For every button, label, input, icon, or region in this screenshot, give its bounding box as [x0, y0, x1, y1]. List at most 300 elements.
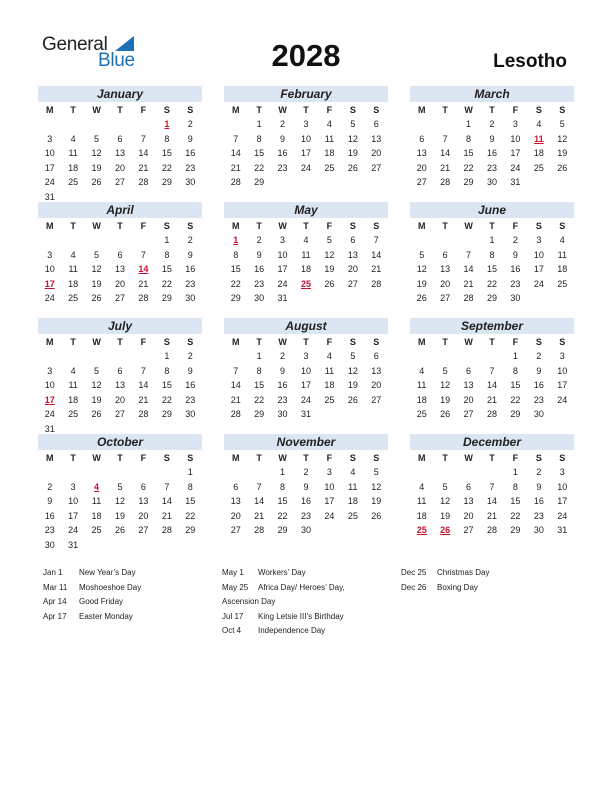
- day-cell: 16: [185, 380, 196, 390]
- day-cell: 7: [233, 365, 239, 376]
- day-cell: 30: [185, 293, 196, 303]
- day-cell: 19: [347, 148, 358, 158]
- day-cell: 28: [230, 409, 241, 419]
- day-cell: 18: [533, 148, 544, 158]
- day-cell: 21: [230, 394, 241, 405]
- weekday-label: F: [512, 105, 519, 115]
- day-cell: 19: [91, 278, 102, 289]
- day-cell: 18: [324, 380, 335, 390]
- day-cell: 29: [463, 177, 474, 187]
- day-cell: 15: [254, 380, 265, 390]
- day-cell: 10: [44, 264, 55, 274]
- holiday-date: Jul 17: [222, 611, 244, 621]
- day-cell: 17: [510, 148, 521, 158]
- holiday-day-cell: 26: [440, 525, 451, 535]
- day-cell: 16: [510, 264, 521, 274]
- day-cell: 10: [557, 481, 568, 492]
- day-cell: 10: [300, 133, 311, 144]
- day-cell: 12: [416, 264, 427, 274]
- weekday-label: F: [140, 337, 147, 347]
- day-cell: 27: [463, 409, 474, 419]
- empty-day-cell: [480, 465, 503, 480]
- empty-day-cell: [38, 117, 61, 132]
- weekday-label: F: [140, 221, 147, 231]
- day-cell: 11: [301, 249, 311, 260]
- day-cell: 28: [486, 409, 497, 419]
- day-cell: 23: [510, 278, 521, 289]
- day-cell: 10: [533, 249, 544, 260]
- day-cell: 29: [254, 177, 265, 187]
- weekday-label: S: [373, 337, 380, 347]
- weekday-label: W: [464, 453, 473, 463]
- day-cell: 24: [324, 510, 335, 521]
- day-cell: 25: [416, 409, 427, 419]
- month-title: March: [410, 86, 574, 102]
- day-cell: 8: [256, 365, 262, 376]
- weekday-label: T: [442, 453, 448, 463]
- day-cell: 20: [463, 394, 474, 405]
- empty-day-cell: [224, 349, 247, 364]
- day-cell: 9: [187, 365, 193, 376]
- day-cell: 7: [489, 481, 495, 492]
- weekday-label: S: [373, 453, 380, 463]
- day-cell: 19: [416, 278, 427, 289]
- day-cell: 12: [557, 133, 568, 144]
- holiday-date: Dec 26: [401, 582, 427, 592]
- weekday-label: M: [231, 337, 240, 347]
- weekday-label: M: [231, 105, 240, 115]
- weekday-label: S: [559, 453, 566, 463]
- empty-day-cell: [108, 117, 131, 132]
- empty-day-cell: [38, 465, 61, 480]
- empty-day-cell: [108, 233, 131, 248]
- day-cell: 6: [350, 235, 356, 245]
- day-cell: 26: [347, 394, 358, 405]
- holiday-name: Independence Day: [258, 626, 326, 635]
- weekday-label: S: [163, 105, 170, 115]
- day-cell: 16: [533, 380, 544, 390]
- day-cell: 26: [347, 162, 358, 173]
- weekday-label: S: [349, 337, 356, 347]
- day-cell: 16: [44, 510, 55, 521]
- empty-day-cell: [132, 465, 155, 480]
- day-cell: 20: [138, 510, 149, 521]
- day-cell: 14: [371, 249, 382, 260]
- day-cell: 6: [442, 249, 448, 260]
- day-cell: 20: [440, 278, 451, 289]
- day-cell: 22: [185, 510, 196, 521]
- empty-day-cell: [433, 233, 456, 248]
- weekday-label: T: [70, 105, 76, 115]
- day-cell: 21: [254, 510, 265, 521]
- weekday-label: W: [92, 105, 101, 115]
- holiday-row: [43, 566, 141, 581]
- day-cell: 25: [324, 394, 335, 405]
- day-cell: 23: [277, 162, 288, 173]
- month-title: July: [38, 318, 202, 334]
- day-cell: 14: [230, 380, 241, 390]
- day-cell: 26: [557, 162, 568, 173]
- weekday-label: F: [326, 221, 333, 231]
- day-cell: 5: [442, 365, 448, 376]
- day-cell: 17: [533, 264, 544, 274]
- day-cell: 6: [373, 351, 379, 361]
- day-grid: [410, 465, 574, 538]
- day-cell: 12: [91, 380, 102, 390]
- day-grid: [224, 349, 388, 422]
- weekday-label: M: [45, 337, 54, 347]
- holiday-name: Workers’ Day: [258, 568, 306, 577]
- day-cell: 12: [371, 481, 382, 492]
- day-cell: 30: [254, 293, 265, 303]
- empty-day-cell: [433, 117, 456, 132]
- day-cell: 24: [44, 293, 55, 303]
- day-cell: 27: [371, 394, 382, 405]
- empty-day-cell: [85, 117, 108, 132]
- weekday-label: M: [417, 105, 426, 115]
- holiday-name: King Letsie III’s Birthday: [258, 611, 344, 621]
- day-cell: 27: [230, 525, 241, 535]
- weekday-header: [410, 451, 574, 465]
- holiday-day-cell: 1: [164, 119, 170, 129]
- weekday-label: S: [349, 221, 356, 231]
- month-title: June: [410, 202, 574, 218]
- weekday-label: F: [140, 105, 147, 115]
- day-cell: 26: [91, 293, 102, 303]
- day-cell: 9: [256, 249, 262, 260]
- empty-day-cell: [247, 465, 270, 480]
- day-cell: 3: [536, 235, 542, 245]
- day-cell: 15: [486, 264, 497, 274]
- day-cell: 12: [114, 496, 125, 506]
- logo-text-general: General: [42, 34, 108, 55]
- day-cell: 13: [371, 133, 382, 144]
- day-cell: 6: [117, 249, 123, 260]
- day-grid: [224, 233, 388, 306]
- holiday-date: Dec 25: [401, 568, 427, 577]
- day-cell: 15: [277, 496, 288, 506]
- day-cell: 16: [486, 148, 497, 158]
- empty-day-cell: [410, 349, 433, 364]
- empty-day-cell: [132, 349, 155, 364]
- day-cell: 19: [440, 510, 451, 521]
- day-cell: 21: [440, 162, 451, 173]
- day-cell: 23: [185, 162, 196, 173]
- day-cell: 29: [161, 293, 172, 303]
- weekday-label: F: [326, 453, 333, 463]
- day-cell: 17: [557, 496, 568, 506]
- day-cell: 12: [440, 496, 451, 506]
- day-cell: 30: [300, 525, 311, 535]
- holiday-date: May 1: [222, 568, 244, 577]
- day-cell: 29: [510, 409, 521, 419]
- weekday-label: T: [70, 453, 76, 463]
- month-july: [38, 318, 202, 436]
- day-cell: 18: [68, 394, 79, 405]
- month-may: [224, 202, 388, 306]
- day-cell: 8: [164, 249, 170, 260]
- weekday-label: W: [464, 337, 473, 347]
- day-cell: 23: [533, 394, 544, 405]
- day-cell: 3: [559, 467, 565, 477]
- month-title: May: [224, 202, 388, 218]
- day-cell: 31: [300, 409, 311, 419]
- day-cell: 11: [417, 496, 427, 506]
- empty-day-cell: [61, 465, 84, 480]
- day-cell: 3: [47, 133, 53, 144]
- day-cell: 23: [533, 510, 544, 521]
- country-name: Lesotho: [493, 51, 567, 72]
- day-cell: 22: [161, 162, 172, 173]
- day-cell: 31: [44, 191, 55, 202]
- day-cell: 7: [373, 235, 379, 245]
- day-cell: 27: [114, 177, 125, 187]
- weekday-label: T: [303, 453, 309, 463]
- day-cell: 11: [68, 380, 78, 390]
- holiday-day-cell: 25: [300, 278, 311, 289]
- weekday-label: S: [163, 221, 170, 231]
- day-cell: 9: [280, 133, 286, 144]
- weekday-label: M: [45, 453, 54, 463]
- day-cell: 3: [326, 467, 332, 477]
- day-cell: 7: [466, 249, 472, 260]
- day-cell: 22: [161, 394, 172, 405]
- day-cell: 4: [326, 119, 332, 129]
- day-cell: 15: [510, 380, 521, 390]
- weekday-label: T: [256, 453, 262, 463]
- day-cell: 17: [300, 380, 311, 390]
- day-cell: 15: [161, 148, 172, 158]
- day-cell: 27: [416, 177, 427, 187]
- holiday-date: Mar 11: [43, 582, 68, 592]
- day-cell: 29: [254, 409, 265, 419]
- day-cell: 25: [68, 293, 79, 303]
- holiday-row: [43, 595, 141, 610]
- day-cell: 30: [44, 539, 55, 550]
- day-cell: 4: [70, 249, 76, 260]
- day-cell: 14: [463, 264, 474, 274]
- day-cell: 18: [91, 510, 102, 521]
- weekday-header: [224, 103, 388, 117]
- empty-day-cell: [61, 117, 84, 132]
- month-november: [224, 434, 388, 538]
- day-cell: 2: [187, 235, 193, 245]
- day-cell: 6: [466, 365, 472, 376]
- day-cell: 28: [254, 525, 265, 535]
- day-cell: 14: [254, 496, 265, 506]
- weekday-label: W: [278, 453, 287, 463]
- day-cell: 18: [68, 278, 79, 289]
- month-title: December: [410, 434, 574, 450]
- day-cell: 27: [114, 293, 125, 303]
- month-february: [224, 86, 388, 190]
- day-cell: 25: [68, 409, 79, 419]
- day-cell: 4: [70, 365, 76, 376]
- empty-day-cell: [433, 349, 456, 364]
- day-cell: 18: [347, 496, 358, 506]
- day-cell: 29: [161, 409, 172, 419]
- day-cell: 16: [185, 264, 196, 274]
- day-cell: 4: [350, 467, 356, 477]
- day-cell: 3: [303, 119, 309, 129]
- holiday-day-cell: 11: [534, 133, 544, 144]
- day-cell: 5: [373, 467, 379, 477]
- holiday-name: Good Friday: [79, 597, 124, 606]
- day-cell: 24: [44, 409, 55, 419]
- day-cell: 21: [138, 162, 149, 173]
- day-cell: 12: [324, 249, 335, 260]
- day-cell: 9: [47, 496, 53, 506]
- weekday-header: [224, 451, 388, 465]
- day-cell: 10: [557, 365, 568, 376]
- day-cell: 30: [533, 525, 544, 535]
- weekday-label: T: [442, 337, 448, 347]
- day-cell: 15: [185, 496, 196, 506]
- weekday-label: T: [256, 105, 262, 115]
- day-cell: 27: [347, 278, 358, 289]
- day-cell: 28: [486, 525, 497, 535]
- day-cell: 19: [557, 148, 568, 158]
- holiday-row: [43, 610, 141, 625]
- day-cell: 15: [254, 148, 265, 158]
- weekday-label: W: [278, 105, 287, 115]
- empty-day-cell: [410, 465, 433, 480]
- day-cell: 8: [187, 481, 193, 492]
- day-cell: 13: [114, 148, 125, 158]
- day-cell: 21: [138, 278, 149, 289]
- day-cell: 24: [300, 162, 311, 173]
- day-cell: 16: [277, 148, 288, 158]
- day-cell: 5: [419, 249, 425, 260]
- day-cell: 3: [280, 235, 286, 245]
- day-cell: 22: [230, 278, 241, 289]
- day-cell: 6: [140, 481, 146, 492]
- day-cell: 29: [161, 177, 172, 187]
- empty-day-cell: [457, 233, 480, 248]
- day-cell: 11: [417, 380, 427, 390]
- day-cell: 10: [324, 481, 335, 492]
- day-cell: 18: [300, 264, 311, 274]
- day-cell: 21: [463, 278, 474, 289]
- empty-day-cell: [85, 349, 108, 364]
- day-cell: 19: [371, 496, 382, 506]
- day-cell: 1: [466, 119, 472, 129]
- day-cell: 22: [277, 510, 288, 521]
- day-cell: 19: [114, 510, 125, 521]
- empty-day-cell: [61, 233, 84, 248]
- day-cell: 19: [324, 264, 335, 274]
- day-cell: 18: [557, 264, 568, 274]
- day-cell: 31: [277, 293, 288, 303]
- day-cell: 7: [140, 365, 146, 376]
- day-cell: 20: [114, 394, 125, 405]
- day-cell: 22: [254, 394, 265, 405]
- month-title: November: [224, 434, 388, 450]
- day-cell: 3: [70, 481, 76, 492]
- day-cell: 2: [280, 119, 286, 129]
- empty-day-cell: [410, 117, 433, 132]
- weekday-label: M: [417, 453, 426, 463]
- weekday-header: [38, 103, 202, 117]
- day-cell: 17: [324, 496, 335, 506]
- weekday-label: S: [559, 221, 566, 231]
- day-cell: 10: [44, 148, 55, 158]
- day-cell: 15: [230, 264, 241, 274]
- holiday-row: [222, 581, 345, 596]
- weekday-label: T: [256, 337, 262, 347]
- day-cell: 13: [114, 264, 125, 274]
- weekday-header: [410, 335, 574, 349]
- day-cell: 11: [324, 365, 335, 376]
- empty-day-cell: [224, 465, 247, 480]
- day-cell: 11: [68, 264, 78, 274]
- day-cell: 18: [324, 148, 335, 158]
- day-cell: 5: [94, 133, 100, 144]
- day-cell: 29: [277, 525, 288, 535]
- month-march: [410, 86, 574, 190]
- weekday-label: S: [373, 105, 380, 115]
- day-cell: 12: [347, 133, 358, 144]
- weekday-header: [38, 451, 202, 465]
- day-cell: 21: [371, 264, 382, 274]
- weekday-label: T: [489, 221, 495, 231]
- day-cell: 4: [326, 351, 332, 361]
- day-cell: 25: [324, 162, 335, 173]
- logo-text-blue: Blue: [98, 50, 135, 71]
- day-cell: 28: [463, 293, 474, 303]
- day-cell: 15: [510, 496, 521, 506]
- day-cell: 26: [324, 278, 335, 289]
- day-cell: 5: [350, 351, 356, 361]
- holiday-row: [222, 610, 345, 625]
- weekday-label: S: [163, 337, 170, 347]
- holiday-name: Moshoeshoe Day: [79, 582, 142, 592]
- day-cell: 22: [510, 510, 521, 521]
- day-cell: 16: [254, 264, 265, 274]
- day-cell: 13: [347, 249, 358, 260]
- day-cell: 30: [185, 409, 196, 419]
- day-cell: 14: [161, 496, 172, 506]
- weekday-label: F: [512, 453, 519, 463]
- weekday-label: M: [231, 453, 240, 463]
- day-cell: 2: [187, 351, 193, 361]
- day-cell: 30: [185, 177, 196, 187]
- day-cell: 2: [512, 235, 518, 245]
- day-cell: 20: [347, 264, 358, 274]
- weekday-label: W: [278, 221, 287, 231]
- day-cell: 20: [230, 510, 241, 521]
- day-cell: 30: [533, 409, 544, 419]
- day-cell: 14: [230, 148, 241, 158]
- day-cell: 4: [536, 119, 542, 129]
- day-cell: 23: [185, 278, 196, 289]
- day-grid: [410, 233, 574, 306]
- day-cell: 5: [559, 119, 565, 129]
- weekday-label: M: [45, 221, 54, 231]
- day-cell: 2: [303, 467, 309, 477]
- day-cell: 11: [91, 496, 102, 506]
- holiday-row: [401, 566, 489, 581]
- day-cell: 2: [47, 481, 53, 492]
- day-cell: 3: [303, 351, 309, 361]
- day-cell: 24: [277, 278, 288, 289]
- month-title: October: [38, 434, 202, 450]
- weekday-label: T: [256, 221, 262, 231]
- weekday-label: S: [187, 337, 194, 347]
- day-cell: 8: [164, 133, 170, 144]
- holiday-date: Apr 14: [43, 597, 67, 606]
- holiday-name: Christmas Day: [437, 568, 490, 577]
